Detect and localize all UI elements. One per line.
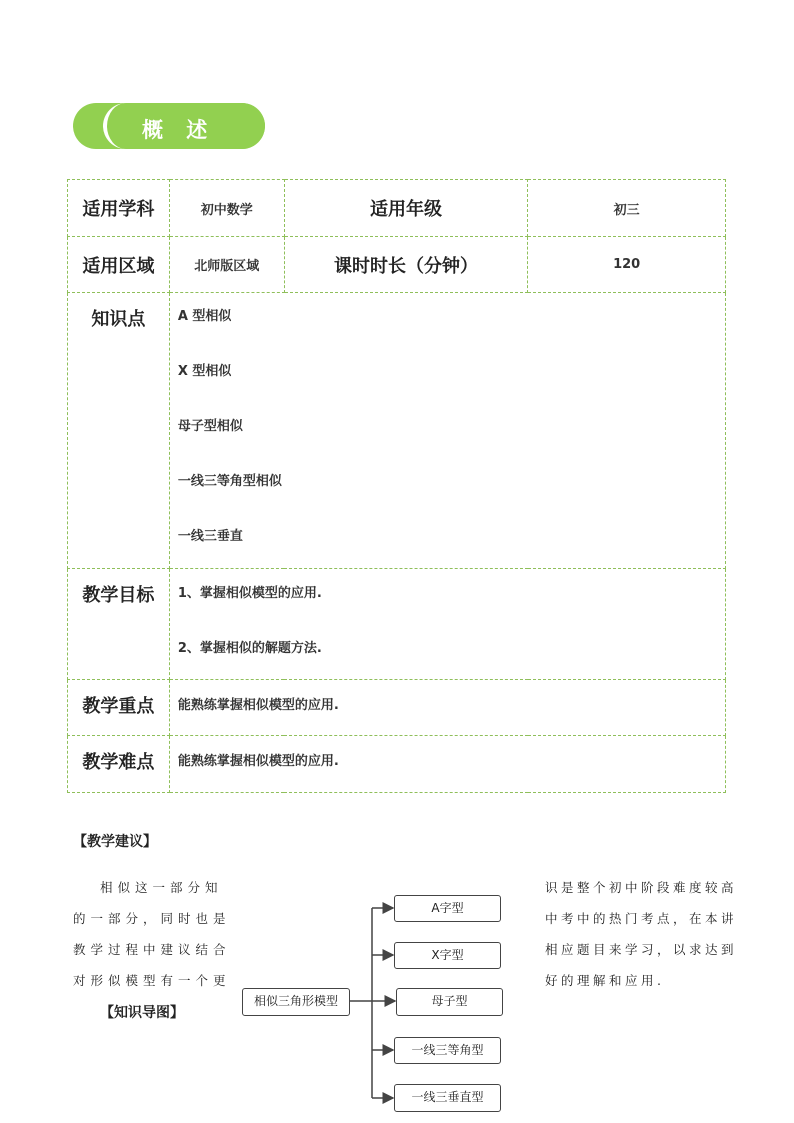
knowledge-label: 知识点 <box>68 293 170 569</box>
key-value: 能熟练掌握相似模型的应用. <box>169 680 725 736</box>
region-value: 北师版区域 <box>169 237 284 293</box>
difficulty-label: 教学难点 <box>68 736 170 793</box>
suggestion-right-line: 相应题目来学习，以求达到 <box>545 942 738 957</box>
suggestion-right-line: 识是整个初中阶段难度较高 <box>545 880 738 895</box>
subject-label: 适用学科 <box>68 180 170 237</box>
suggestion-right-line: 中考中的热门考点，在本讲 <box>545 911 738 926</box>
duration-value: 120 <box>528 237 726 293</box>
goal-item: 2、掌握相似的解题方法. <box>177 641 322 656</box>
goals-label: 教学目标 <box>68 569 170 680</box>
knowledge-item: X 型相似 <box>177 364 232 379</box>
knowledge-item: 一线三垂直 <box>177 529 243 544</box>
duration-label: 课时时长（分钟） <box>284 237 528 293</box>
suggestion-left-line: 对形似模型有一个更 <box>73 973 231 988</box>
knowledge-item: A 型相似 <box>177 309 232 324</box>
mindmap-branch-node: X字型 <box>394 942 501 969</box>
knowledge-item: 一线三等角型相似 <box>177 474 282 489</box>
grade-value: 初三 <box>528 180 726 237</box>
suggestion-right-line: 好的理解和应用. <box>545 973 665 988</box>
difficulty-value: 能熟练掌握相似模型的应用. <box>169 736 725 793</box>
suggestion-left-line: 的一部分，同时也是 <box>73 911 231 926</box>
suggestion-heading: 【教学建议】 <box>73 834 157 850</box>
key-label: 教学重点 <box>68 680 170 736</box>
suggestion-left-line: 相似这一部分知 <box>100 880 223 895</box>
subject-value: 初中数学 <box>169 180 284 237</box>
knowledge-item: 母子型相似 <box>177 419 243 434</box>
region-label: 适用区域 <box>68 237 170 293</box>
grade-label: 适用年级 <box>284 180 528 237</box>
mindmap-branch-node: A字型 <box>394 895 501 922</box>
section-title: 概 述 <box>142 118 216 142</box>
mindmap-branch-node: 一线三等角型 <box>394 1037 501 1064</box>
suggestion-left-line: 教学过程中建议结合 <box>73 942 231 957</box>
mindmap-branch-node: 母子型 <box>396 988 503 1016</box>
mindmap-heading: 【知识导图】 <box>100 1005 184 1021</box>
mindmap-branch-node: 一线三垂直型 <box>394 1084 501 1112</box>
goal-item: 1、掌握相似模型的应用. <box>177 586 322 601</box>
mindmap-root-node: 相似三角形模型 <box>242 988 350 1016</box>
